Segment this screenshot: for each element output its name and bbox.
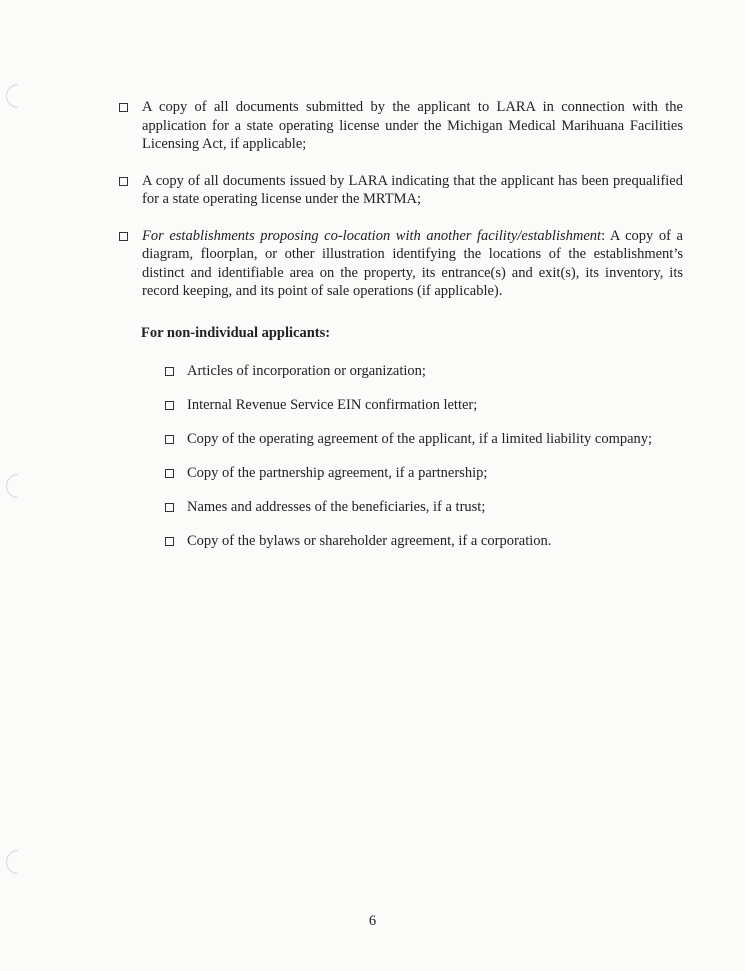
checklist-subitem-text: Articles of incorporation or organization; [187, 363, 426, 379]
hole-punch-mark [1, 845, 35, 879]
checkbox-icon [165, 503, 174, 512]
checklist-item-text: A copy of all documents submitted by the applicant to LARA in connection with the application for a state operating license under the Michigan Medical Marihuana Facilities Licensing Act, if applicable; [142, 99, 683, 152]
checklist-subitem [164, 464, 652, 498]
checkbox-icon [165, 435, 174, 444]
checklist-item [118, 172, 683, 209]
section-heading: For non-individual applicants: [141, 325, 331, 341]
checklist-subitem [164, 498, 652, 532]
checklist-subitem [164, 396, 652, 430]
checklist-subitem-text: Copy of the partnership agreement, if a partnership; [187, 465, 488, 481]
checklist-item-text: A copy of all documents issued by LARA indicating that the applicant has been prequalified for a state operating license under the MRTMA; [142, 172, 683, 207]
checkbox-icon [165, 469, 174, 478]
requirements-checklist [118, 98, 683, 319]
checklist-item [118, 98, 683, 154]
checklist-subitem [164, 362, 652, 396]
checklist-subitem [164, 430, 652, 464]
checkbox-icon [119, 232, 128, 241]
checklist-subitem [164, 532, 652, 566]
checklist-item-text: For establishments proposing co-location with another facility/establishment: A copy of a diagram, floorplan, or other illustration identifying the locations of the establishment’s distinct and identifiable area on the property, its entrance(s) and exit(s), its inventory, its record keeping, and its point of sale operations (if applicable). [142, 227, 683, 299]
checklist-subitem-text: Internal Revenue Service EIN confirmation letter; [187, 397, 478, 413]
checkbox-icon [165, 401, 174, 410]
hole-punch-mark [1, 79, 35, 113]
checklist-subitem-text: Copy of the bylaws or shareholder agreement, if a corporation. [187, 533, 552, 549]
italic-lead-in: For establishments proposing co-location with another facility/establishment [142, 227, 602, 244]
checkbox-icon [165, 367, 174, 376]
checkbox-icon [119, 103, 128, 112]
checkbox-icon [165, 537, 174, 546]
checklist-subitem-text: Copy of the operating agreement of the applicant, if a limited liability company; [187, 431, 653, 447]
checkbox-icon [119, 177, 128, 186]
hole-punch-mark [1, 469, 35, 503]
checklist-item [118, 227, 683, 301]
page-number: 6 [368, 913, 377, 929]
checklist-subitem-text: Names and addresses of the beneficiaries, if a trust; [187, 499, 486, 515]
non-individual-checklist [164, 362, 652, 566]
